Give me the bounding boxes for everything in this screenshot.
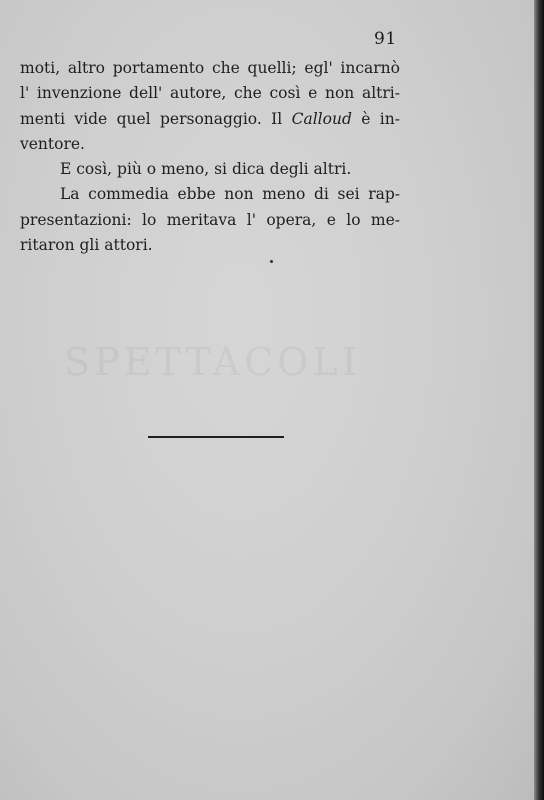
body-text: [20, 56, 400, 258]
text-line-3: [20, 107, 400, 132]
text-line-2: l' invenzione dell' autore, che così e non altri-: [20, 84, 400, 103]
ink-speck: [270, 260, 273, 263]
text-line-4: ventore.: [20, 134, 85, 153]
text-line-3-start: menti vide quel personaggio. Il: [20, 109, 292, 128]
text-line-3-end: è in-: [351, 109, 400, 128]
bleed-through-text: SPETTACOLI: [64, 340, 361, 384]
name-calloud: Calloud: [291, 109, 352, 128]
text-line-8: ritaron gli attori.: [20, 236, 153, 255]
page-number: 91: [374, 29, 397, 49]
text-line-6: La commedia ebbe non meno di sei rap-: [60, 185, 400, 204]
section-divider-rule: [148, 436, 284, 438]
text-line-7: presentazioni: lo meritava l' opera, e lo me-: [20, 210, 400, 229]
text-line-5: E così, più o meno, si dica degli altri.: [60, 160, 352, 179]
page-edge-shadow: [534, 0, 544, 800]
text-line-1: moti, altro portamento che quelli; egl' incarnò: [20, 59, 400, 77]
